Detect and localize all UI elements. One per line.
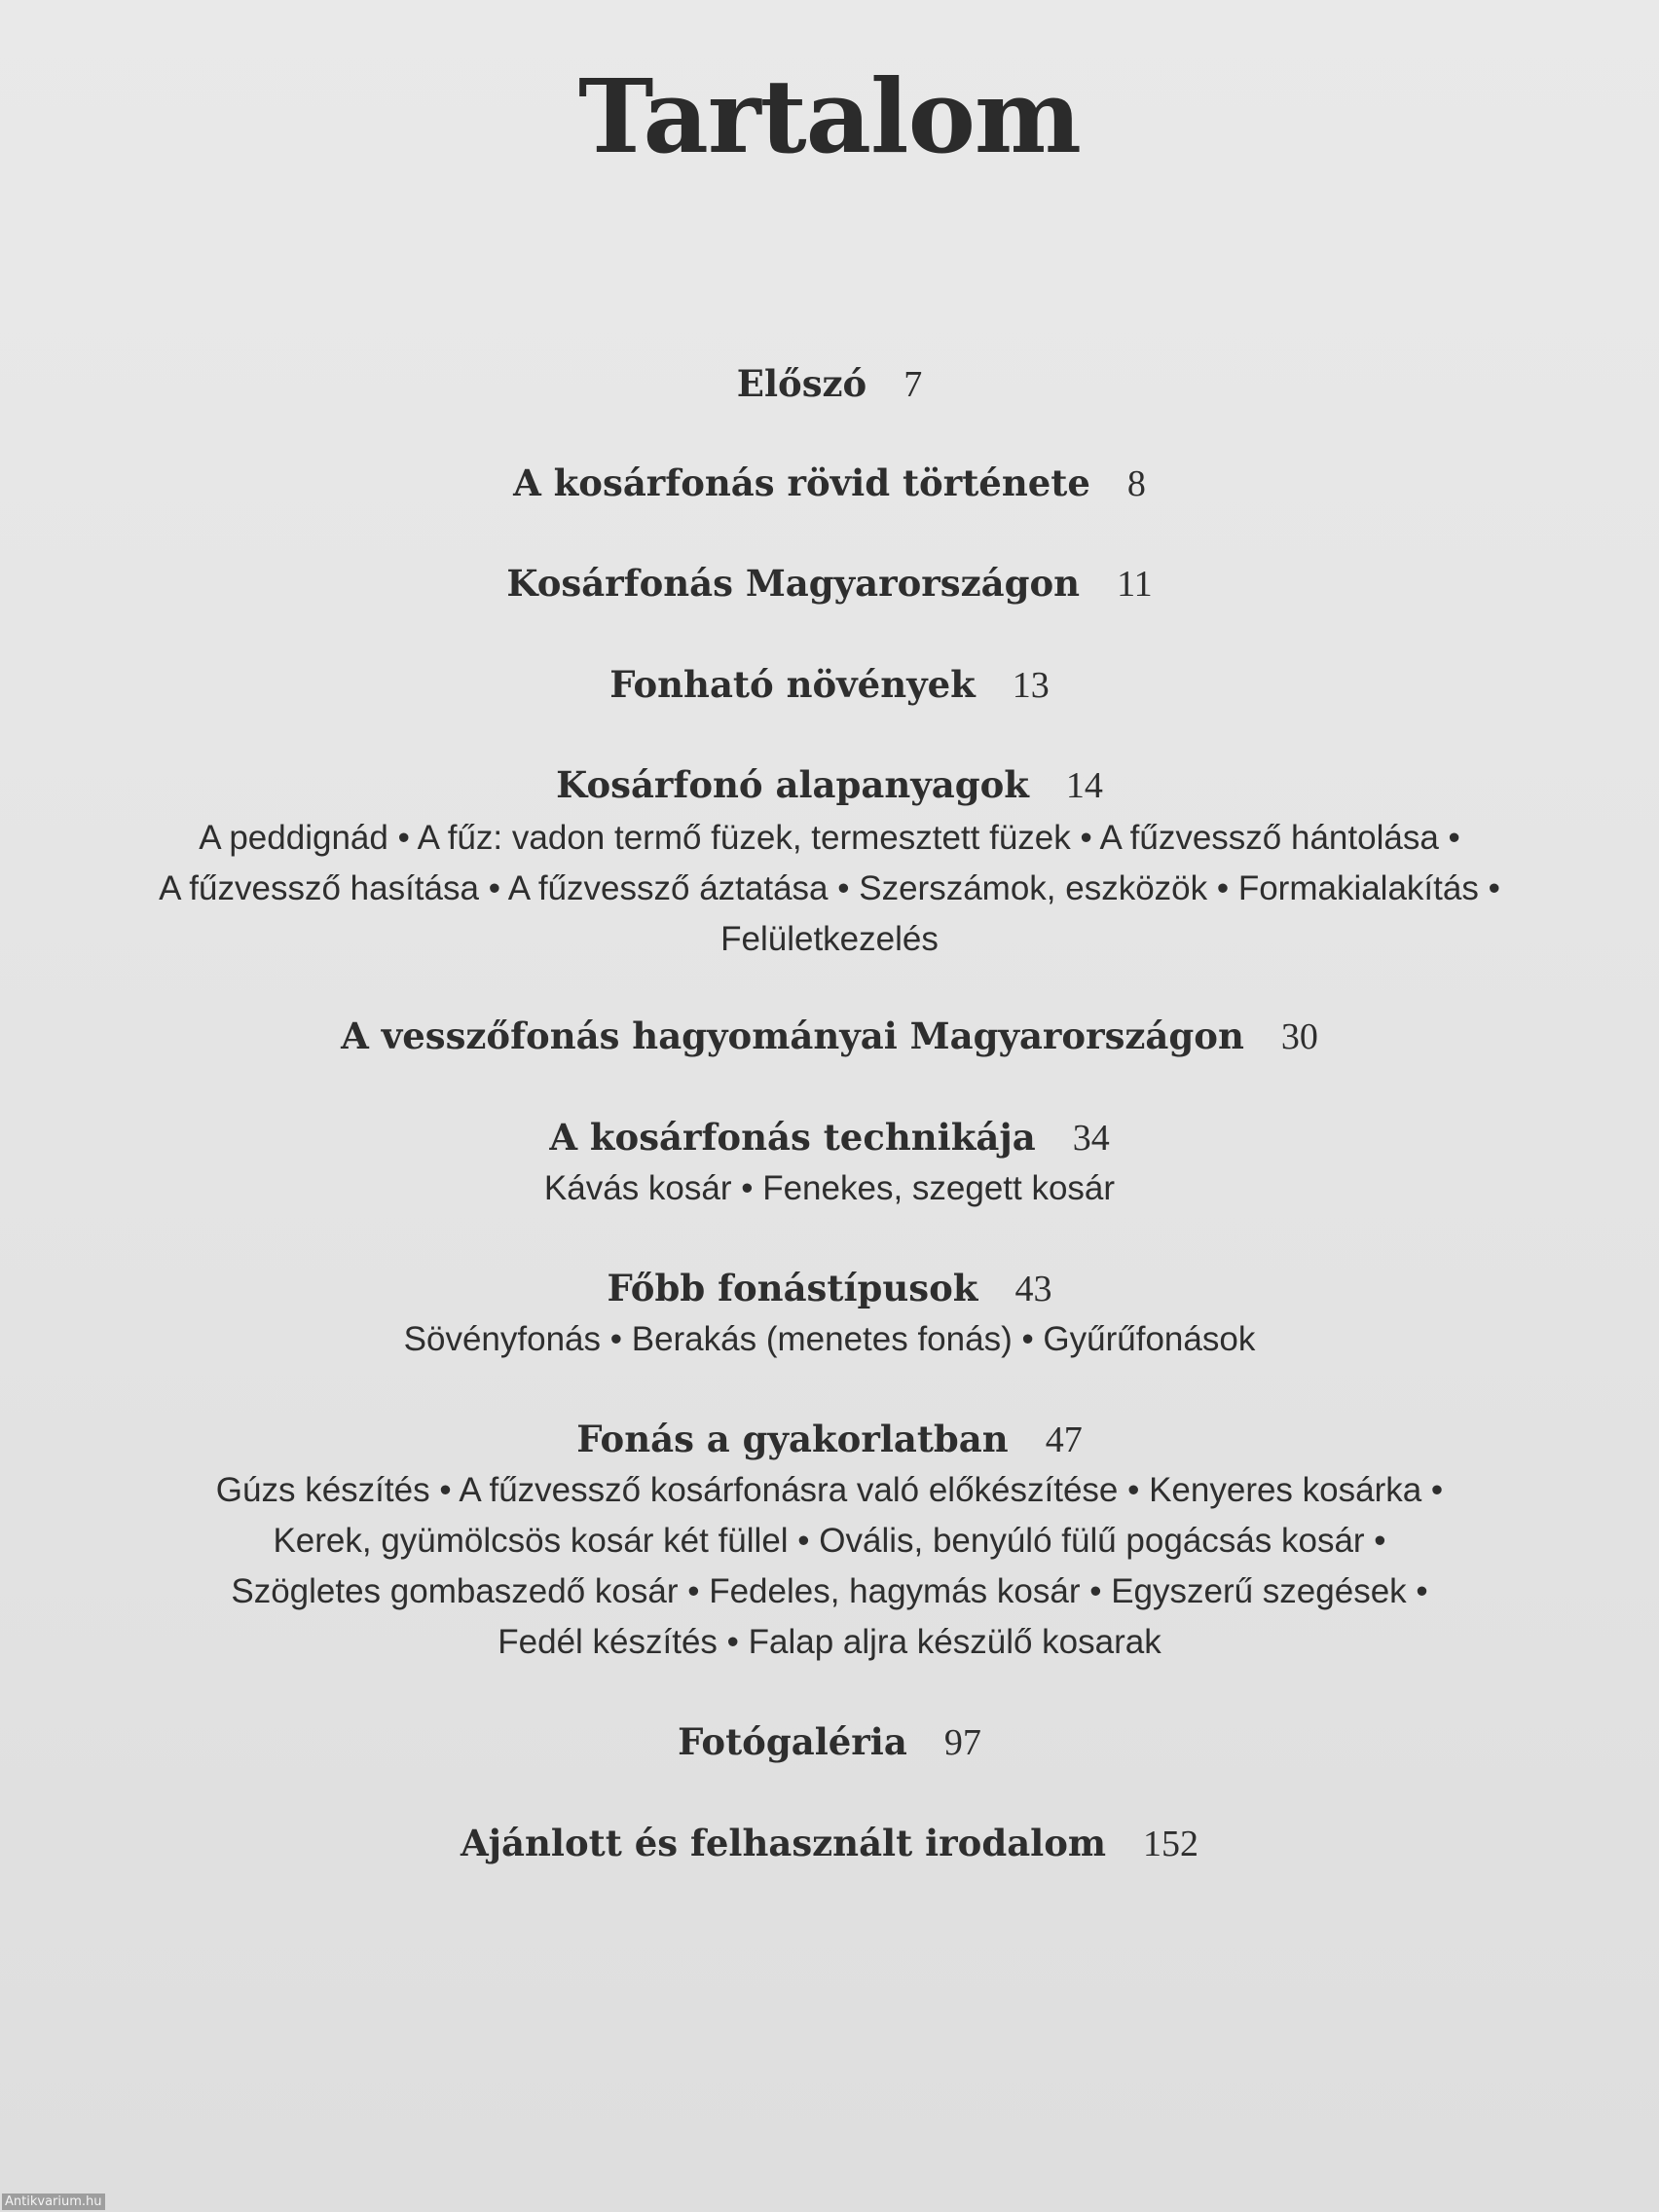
toc-page-number: 47 <box>1045 1419 1083 1460</box>
toc-heading: Kosárfonó alapanyagok <box>556 763 1029 806</box>
page-title: Tartalom <box>578 56 1081 176</box>
toc-heading: A kosárfonás rövid története <box>513 461 1090 504</box>
toc-subtopics-line: Felületkezelés <box>720 920 939 958</box>
toc-entry <box>0 1267 1659 1310</box>
toc-entry <box>0 562 1659 606</box>
toc-subtopics-line: A fűzvessző hasítása • A fűzvessző áztatása • Szerszámok, eszközök • Formakialakítás • <box>159 869 1500 907</box>
toc-heading: Fotógaléria <box>678 1720 907 1763</box>
toc-entry <box>0 1116 1659 1160</box>
toc-entry <box>0 461 1659 505</box>
toc-entry <box>0 1822 1659 1865</box>
toc-page-number: 13 <box>1012 665 1050 706</box>
toc-entry <box>0 362 1659 406</box>
toc-heading: Fonás a gyakorlatban <box>576 1418 1009 1460</box>
toc-page-number: 30 <box>1280 1016 1318 1057</box>
toc-page-number: 34 <box>1072 1118 1110 1159</box>
toc-subtopics-line: Gúzs készítés • A fűzvessző kosárfonásra való előkészítése • Kenyeres kosárka • <box>215 1471 1444 1509</box>
toc-entry <box>0 1014 1659 1058</box>
toc-page-number: 11 <box>1117 564 1153 605</box>
toc-heading: Kosárfonás Magyarországon <box>506 562 1081 605</box>
toc-page-number: 14 <box>1065 765 1103 806</box>
toc-heading: Főbb fonástípusok <box>607 1267 978 1309</box>
toc-entry <box>0 1418 1659 1461</box>
toc-page-number: 152 <box>1143 1824 1199 1864</box>
toc-heading: Előszó <box>736 362 867 405</box>
toc-subtopics-line: Kerek, gyümölcsös kosár két füllel • Ovális, benyúló fülű pogácsás kosár • <box>273 1522 1386 1560</box>
toc-subtopics-line: Szögletes gombaszedő kosár • Fedeles, hagymás kosár • Egyszerű szegések • <box>231 1572 1428 1610</box>
toc-heading: A kosárfonás technikája <box>549 1116 1036 1159</box>
toc-entry <box>0 663 1659 707</box>
toc-subtopics-line: A peddignád • A fűz: vadon termő füzek, termesztett füzek • A fűzvessző hántolása • <box>199 819 1460 857</box>
toc-subtopics-line: Fedél készítés • Falap aljra készülő kosarak <box>498 1623 1161 1661</box>
toc-subtopics-line: Kávás kosár • Fenekes, szegett kosár <box>543 1169 1116 1207</box>
toc-heading: Ajánlott és felhasznált irodalom <box>460 1822 1107 1864</box>
toc-heading: A vesszőfonás hagyományai Magyarországon <box>341 1014 1244 1057</box>
toc-entry <box>0 763 1659 807</box>
toc-page-number: 43 <box>1014 1269 1052 1309</box>
watermark: Antikvarium.hu <box>2 2194 105 2210</box>
toc-subtopics-line: Sövényfonás • Berakás (menetes fonás) • Gyűrűfonások <box>403 1320 1256 1358</box>
toc-page-number: 8 <box>1126 463 1146 504</box>
toc-page-number: 7 <box>903 364 923 405</box>
toc-page-number: 97 <box>943 1722 981 1763</box>
toc-heading: Fonható növények <box>609 663 976 706</box>
toc-entry <box>0 1720 1659 1764</box>
